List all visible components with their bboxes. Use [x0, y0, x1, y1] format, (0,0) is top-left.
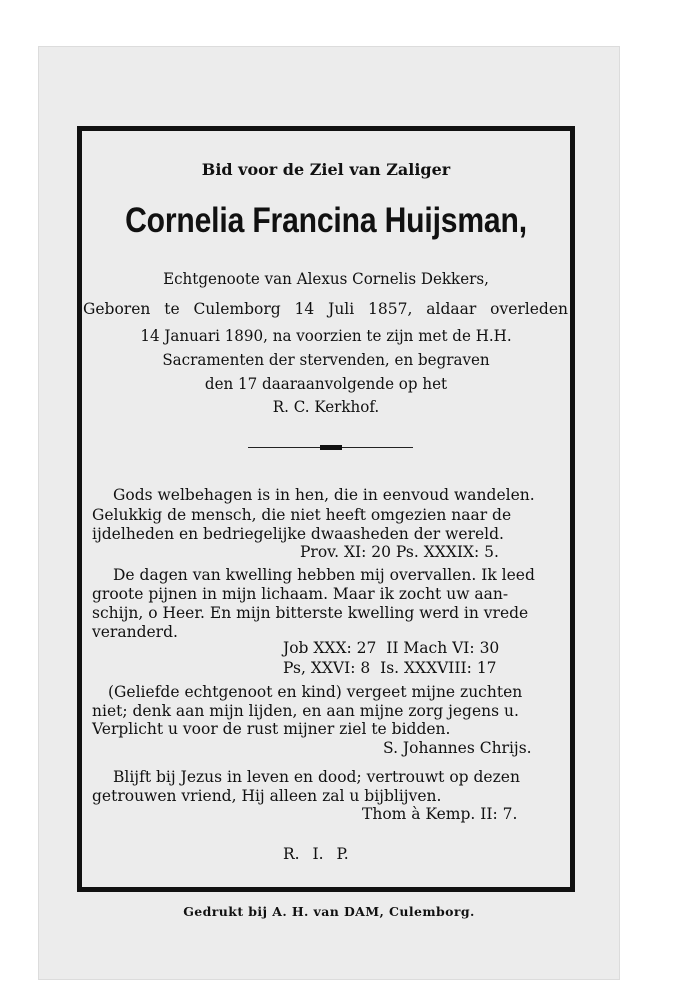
quote-line: (Geliefde echtgenoot en kind) vergeet mijne zuchten — [108, 683, 523, 701]
quote-line: Gelukkig de mensch, die niet heeft omgezien naar de — [92, 506, 512, 524]
bio-line: den 17 daaraanvolgende op het — [204, 375, 448, 393]
quote-line: niet; denk aan mijn lijden, en aan mijne zorg jegens u. — [92, 702, 519, 720]
bio-line: 14 Januari 1890, na voorzien te zijn met de H.H. — [140, 327, 512, 345]
bio-line: Echtgenoote van Alexus Cornelis Dekkers, — [163, 270, 489, 288]
quote-line: Verplicht u voor de rust mijner ziel te bidden. — [92, 720, 451, 738]
deceased-name: Cornelia Francina Huijsman, — [125, 201, 527, 240]
quote-line: veranderd. — [92, 623, 178, 641]
quote-line: Gods welbehagen is in hen, die in eenvoud wandelen. — [113, 486, 535, 504]
bio-line: Sacramenten der stervenden, en begraven — [162, 351, 490, 369]
quote-line: schijn, o Heer. En mijn bitterste kwelling werd in vrede — [92, 604, 529, 622]
quote-reference: S. Johannes Chrijs. — [383, 739, 532, 757]
quote-line: De dagen van kwelling hebben mij overvallen. Ik leed — [113, 566, 535, 584]
bio-line: Geboren te Culemborg 14 Juli 1857, aldaar overleden — [83, 300, 568, 318]
quote-reference: Prov. XI: 20 Ps. XXXIX: 5. — [300, 543, 499, 561]
quote-reference: Thom à Kemp. II: 7. — [362, 805, 518, 823]
quote-line: getrouwen vriend, Hij alleen zal u bijblijven. — [92, 787, 442, 805]
bio-line: R. C. Kerkhof. — [272, 398, 380, 416]
rip-closing: R. I. P. — [283, 845, 349, 863]
quote-line: ijdelheden en bedriegelijke dwaasheden der wereld. — [92, 525, 504, 543]
quote-reference: Job XXX: 27 II Mach VI: 30 — [283, 639, 500, 657]
quote-line: groote pijnen in mijn lichaam. Maar ik zocht uw aan- — [92, 585, 509, 603]
divider-ornament — [320, 445, 342, 450]
printer-credit: Gedrukt bij A. H. van DAM, Culemborg. — [183, 904, 475, 919]
quote-reference: Ps, XXVI: 8 Is. XXXVIII: 17 — [283, 659, 497, 677]
quote-line: Blijft bij Jezus in leven en dood; vertrouwt op dezen — [113, 768, 520, 786]
prayer-heading: Bid voor de Ziel van Zaliger — [201, 160, 451, 179]
